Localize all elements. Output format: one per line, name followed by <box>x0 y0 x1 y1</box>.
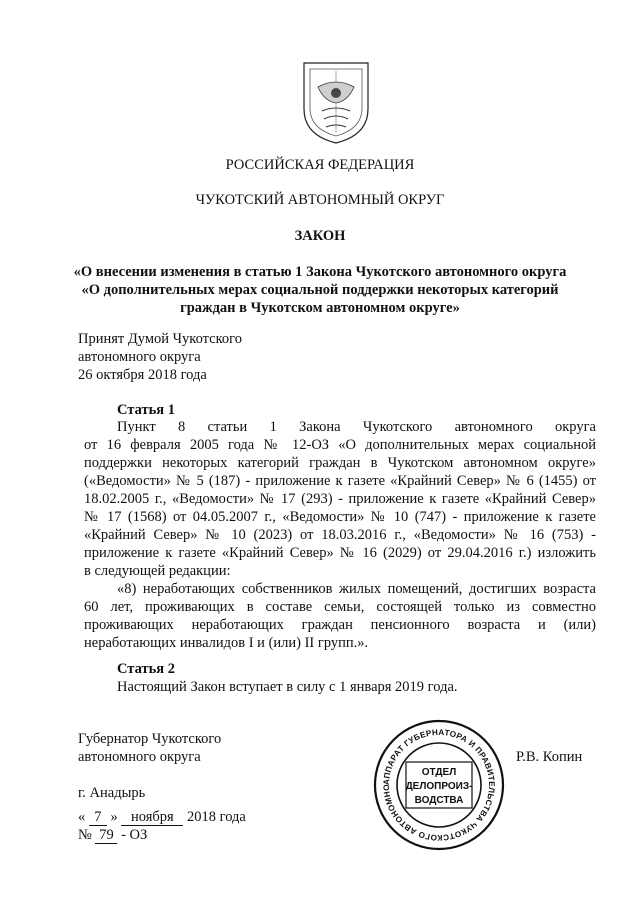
article-1-line: 18.02.2005 г., «Ведомости» № 17 (293) - приложение к газете «Крайний Север» <box>84 491 596 507</box>
governor-position-line: автономного округа <box>78 749 201 765</box>
document-type: ЗАКОН <box>294 228 346 244</box>
region-name: ЧУКОТСКИЙ АВТОНОМНЫЙ ОКРУГ <box>195 192 445 208</box>
quote-line: «8) неработающих собственников жилых помещений, достигших возраста <box>117 581 596 597</box>
article-1-line: Пункт 8 статьи 1 Закона Чукотского автономного округа <box>117 419 596 435</box>
article-1-paragraph <box>84 418 596 580</box>
article-1-line: поддержки некоторых категорий граждан в Чукотском автономном округе» <box>84 455 596 471</box>
article-1-line: («Ведомости» № 5 (187) - приложение к газете «Крайний Север» № 6 (1455) от <box>84 473 596 489</box>
article-1-line: № 17 (1568) от 04.05.2007 г., «Ведомости» № 10 (747) - приложение к газете <box>84 509 596 525</box>
article-1-line: приложение к газете «Крайний Север» № 16 (2029) от 29.04.2016 г.) изложить <box>84 545 596 561</box>
date-close-quote: » <box>110 809 118 825</box>
article-2-text: Настоящий Закон вступает в силу с 1 января 2019 года. <box>117 679 458 695</box>
stamp-box-line: ОТДЕЛ <box>421 767 457 778</box>
quote-line: неработающих инвалидов I и (или) II групп.». <box>84 635 369 651</box>
adoption-line: автономного округа <box>78 349 201 365</box>
article-1-line: «Крайний Север» № 10 (2023) от 18.03.2016 г., «Ведомости» № 16 (753) - <box>84 527 596 543</box>
stamp-ring-text: АППАРАТ ГУБЕРНАТОРА И ПРАВИТЕЛЬСТВА ЧУКОТСКОГО АВТОНОМНО <box>381 727 497 843</box>
date-month: ноября <box>121 810 183 826</box>
number-prefix: № <box>78 827 92 843</box>
date-day: 7 <box>89 810 107 826</box>
article-1-line: в следующей редакции: <box>84 563 231 579</box>
signing-date <box>78 808 246 826</box>
adoption-line: 26 октября 2018 года <box>78 367 207 383</box>
article-1-quote <box>84 580 596 652</box>
quote-line: проживающих неработающих граждан пенсионного возраста и (или) <box>84 617 596 633</box>
coat-of-arms-icon <box>296 57 376 147</box>
city: г. Анадырь <box>78 785 146 801</box>
article-1-heading: Статья 1 <box>117 402 175 418</box>
date-year: 2018 года <box>187 809 246 825</box>
article-2-heading: Статья 2 <box>117 661 175 677</box>
quote-line: 60 лет, проживающих в составе семьи, состоящей только из совместно <box>84 599 596 615</box>
law-title-line: «О дополнительных мерах социальной поддержки некоторых категорий <box>81 282 559 298</box>
law-title <box>0 263 640 317</box>
law-title-line: «О внесении изменения в статью 1 Закона Чукотского автономного округа <box>73 264 567 280</box>
stamp-seal-icon <box>372 718 506 852</box>
date-open-quote: « <box>78 809 86 825</box>
number-suffix: - ОЗ <box>121 827 148 843</box>
law-title-line: граждан в Чукотском автономном округе» <box>180 300 460 316</box>
governor-position-line: Губернатор Чукотского <box>78 731 222 747</box>
governor-name: Р.В. Копин <box>516 749 583 765</box>
stamp-box-line: ВОДСТВА <box>414 795 464 806</box>
law-number <box>78 826 147 844</box>
adoption-info <box>78 330 242 384</box>
adoption-line: Принят Думой Чукотского <box>78 331 243 347</box>
country-name: РОССИЙСКАЯ ФЕДЕРАЦИЯ <box>225 157 415 173</box>
article-1-line: от 16 февраля 2005 года № 12-ОЗ «О дополнительных мерах социальной <box>84 437 596 453</box>
governor-position <box>78 730 221 766</box>
official-stamp <box>372 718 506 852</box>
number-value: 79 <box>95 828 117 844</box>
stamp-box-line: ДЕЛОПРОИЗ- <box>405 781 473 792</box>
